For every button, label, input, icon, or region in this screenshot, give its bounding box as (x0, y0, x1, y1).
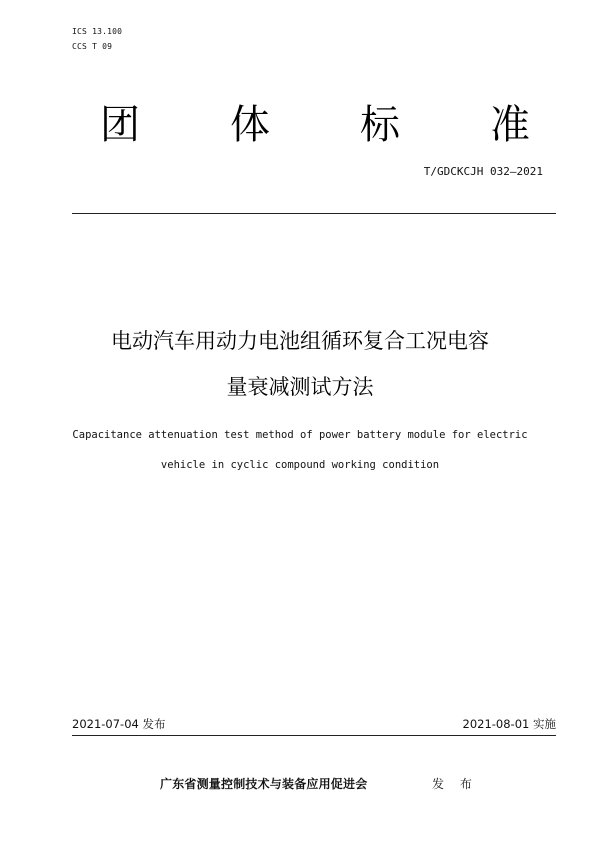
publish-date: 2021-07-04 发布 (72, 717, 166, 731)
title-char-1: 团 (100, 102, 140, 148)
standard-number: T/GDCKCJH 032—2021 (423, 165, 543, 178)
bottom-divider (72, 735, 556, 736)
chinese-title-line-2: 量衰减测试方法 (226, 375, 374, 399)
publish-label: 发 布 (432, 777, 478, 791)
ccs-code: CCS T 09 (72, 42, 113, 51)
publisher-name: 广东省测量控制技术与装备应用促进会 (160, 777, 368, 791)
implementation-date: 2021-08-01 实施 (462, 717, 556, 731)
standard-type-title (100, 100, 530, 150)
title-char-3: 标 (360, 102, 400, 148)
ics-code: ICS 13.100 (72, 27, 123, 36)
title-char-2: 体 (230, 102, 270, 148)
english-title-line-2: vehicle in cyclic compound working condition (160, 459, 440, 471)
top-divider (72, 213, 556, 214)
title-char-4: 准 (490, 102, 530, 148)
english-title-line-1: Capacitance attenuation test method of power battery module for electric (72, 429, 528, 441)
chinese-title-line-1: 电动汽车用动力电池组循环复合工况电容 (111, 329, 489, 353)
